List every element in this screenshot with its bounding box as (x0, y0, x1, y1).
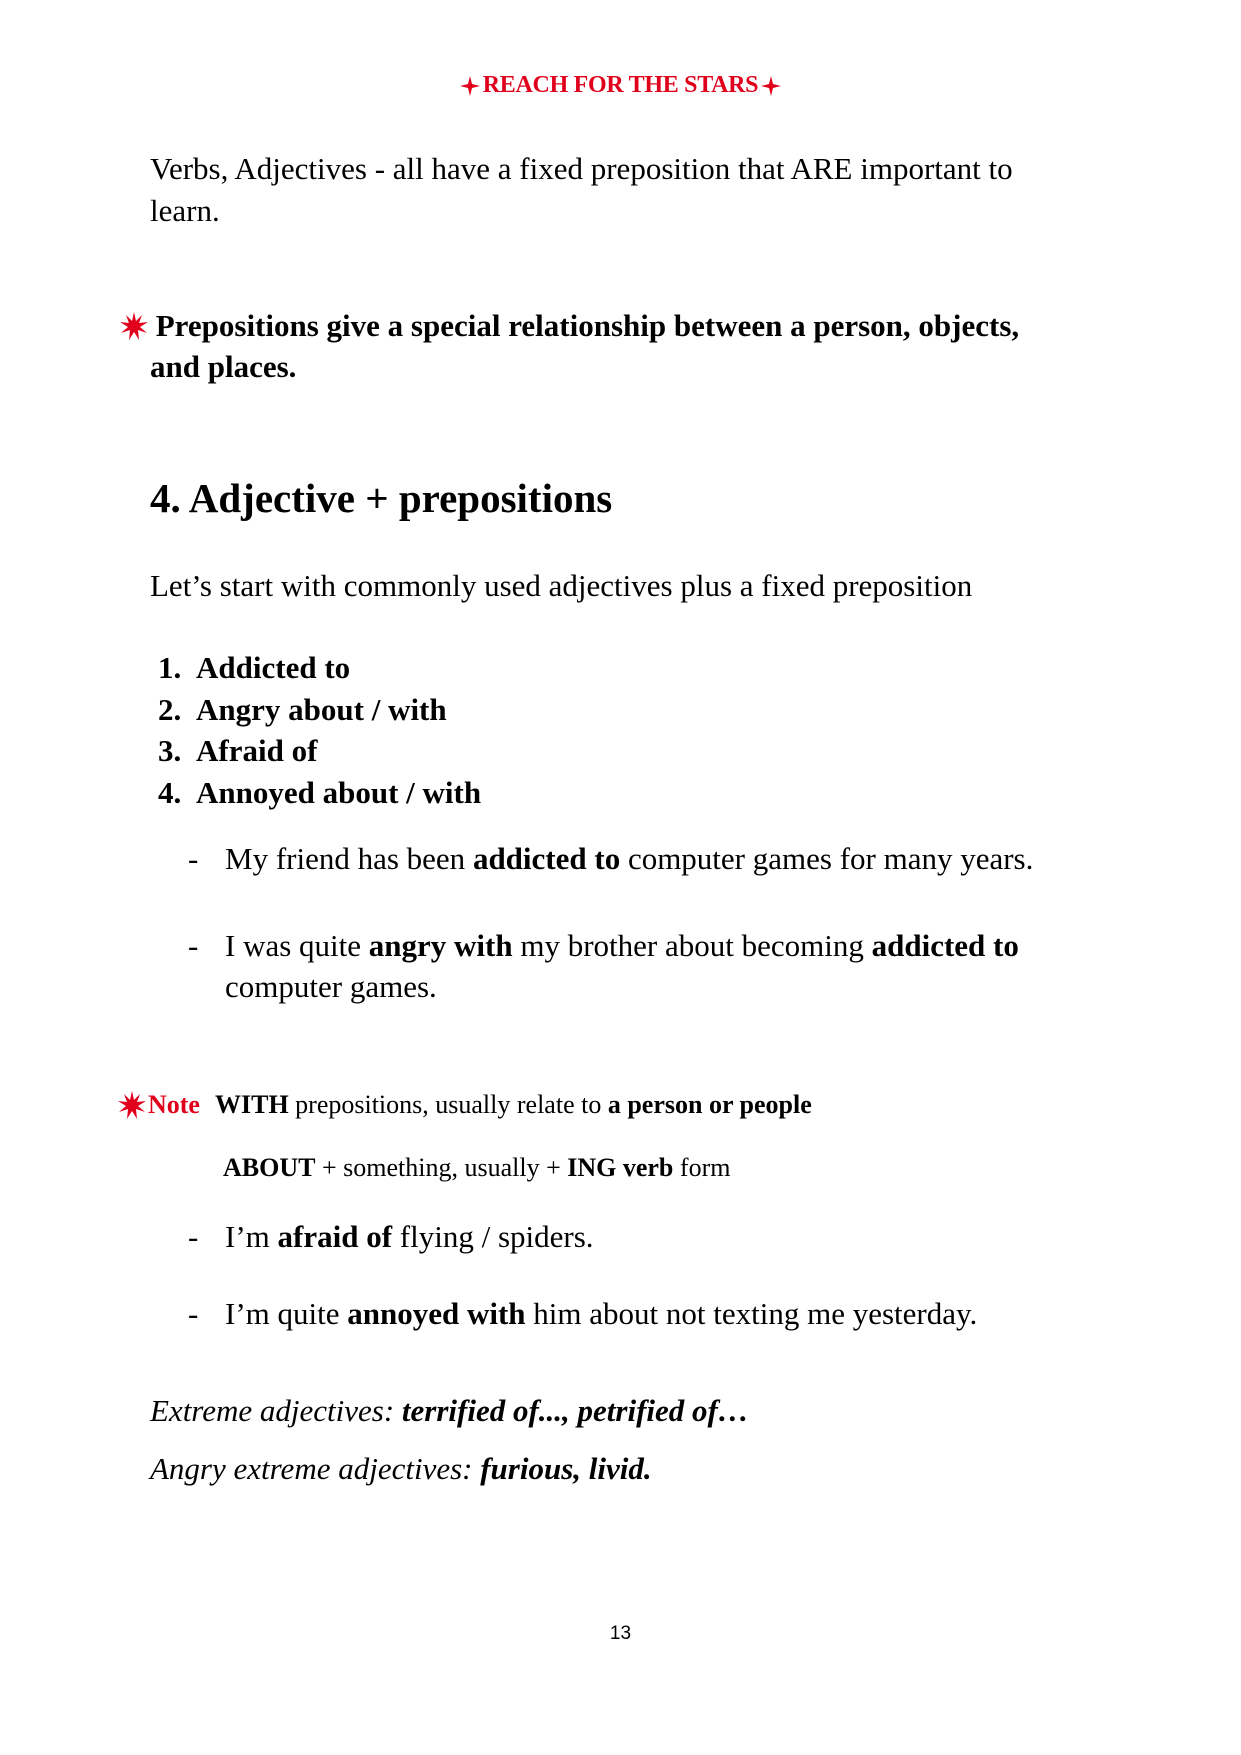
list-item (158, 647, 481, 689)
red-burst-icon (118, 1091, 146, 1119)
example-item (188, 1293, 1125, 1334)
example-item (188, 1216, 1125, 1257)
key-point-line-1: Prepositions give a special relationship between a person, objects, (155, 308, 1020, 343)
list-item (158, 772, 481, 814)
intro-line-1: Verbs, Adjectives - all have a fixed preposition that ARE important to (150, 151, 1013, 186)
list-item-number: 1. (158, 650, 182, 685)
note-line-1 (118, 1090, 812, 1120)
dash-bullet: - (188, 928, 199, 963)
header-title: REACH FOR THE STARS (482, 72, 759, 98)
list-item (158, 689, 481, 731)
note-line-2: ABOUT + something, usually + ING verb form (223, 1153, 731, 1182)
list-item-text: Addicted to (196, 650, 351, 685)
note-text: WITH prepositions, usually relate to a person or people (214, 1090, 812, 1119)
example-text: I’m afraid of flying / spiders. (225, 1219, 594, 1254)
section-heading (150, 474, 612, 522)
section-title: Adjective + prepositions (188, 475, 613, 521)
example-item (188, 925, 1125, 1007)
red-burst-icon (120, 312, 148, 340)
example-text: I was quite angry with my brother about becoming addicted to computer games. (225, 928, 1019, 1004)
lead-sentence: Let’s start with commonly used adjectives plus a fixed preposition (150, 568, 973, 603)
example-text: I’m quite annoyed with him about not texting me yesterday. (225, 1296, 978, 1331)
dash-bullet: - (188, 1296, 199, 1331)
key-point-line-2: and places. (150, 349, 297, 384)
intro-paragraph (150, 148, 1013, 232)
list-item-text: Annoyed about / with (196, 774, 482, 810)
dash-bullet: - (188, 841, 199, 876)
dash-bullet: - (188, 1219, 199, 1254)
list-item-number: 3. (158, 733, 182, 768)
list-item-text: Afraid of (196, 733, 318, 768)
key-point (120, 305, 1019, 387)
page-header (0, 72, 1241, 99)
note-label: Note (148, 1090, 200, 1119)
section-number: 4. (150, 475, 181, 521)
intro-line-2: learn. (150, 193, 220, 228)
list-item-number: 2. (158, 691, 182, 727)
list-item-text: Angry about / with (196, 691, 447, 727)
adjective-list (158, 647, 481, 813)
example-item (188, 838, 1125, 879)
list-item (158, 730, 481, 772)
extreme-adjectives-line: Extreme adjectives: terrified of..., petrified of… (150, 1393, 749, 1428)
list-item-number: 4. (158, 774, 182, 810)
four-point-star-icon (760, 75, 782, 97)
four-point-star-icon (459, 75, 481, 97)
page-number: 13 (609, 1623, 632, 1644)
angry-extreme-adjectives-line: Angry extreme adjectives: furious, livid. (150, 1451, 652, 1486)
example-text: My friend has been addicted to computer games for many years. (225, 841, 1034, 876)
